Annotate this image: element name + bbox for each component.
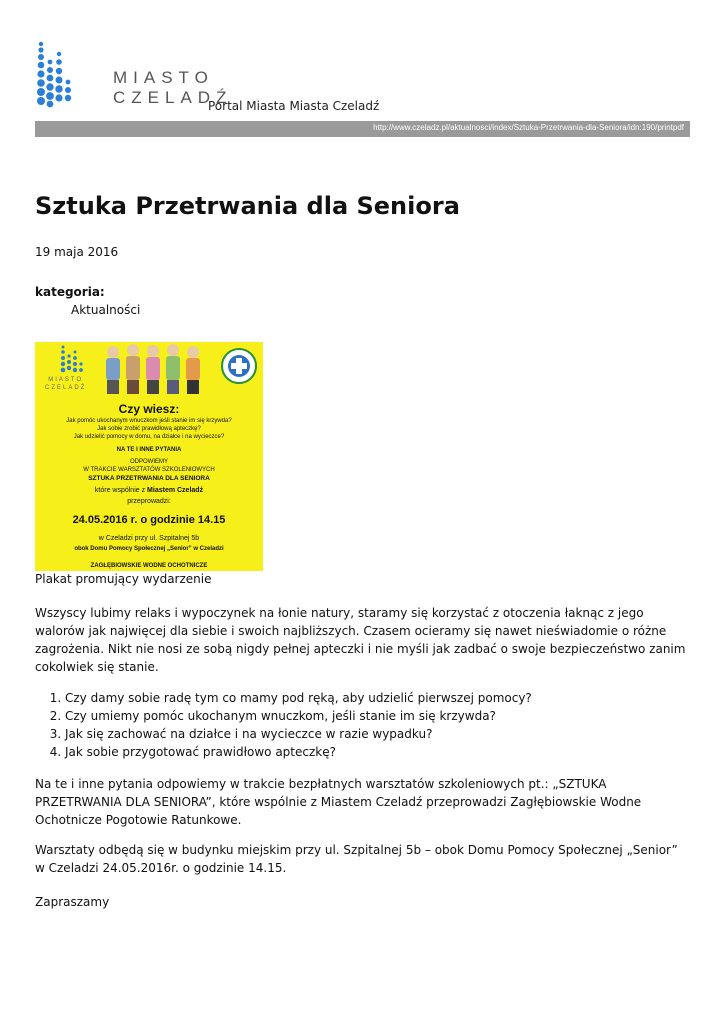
poster-line5b: Miastem Czeladź (147, 487, 204, 494)
event-poster[interactable] (35, 342, 263, 571)
category-value[interactable]: Aktualności (71, 303, 141, 317)
paragraph-intro: Wszyscy lubimy relaks i wypoczynek na łonie natury, staramy się korzystać z otoczenia łaknąc z jego walorów jak najwięcej dla siebie i swoich najbliższych. Czasem ocieramy się nawet nieświadomie o różne zagrożenia. Nikt nie nosi ze sobą nigdy pełnej apteczki i nie myśli jak zadbać o swoje bezpieczeństwo zanim cokolwiek się stanie. (35, 606, 686, 674)
image-caption: Plakat promujący wydarzenie (35, 572, 212, 586)
rescue-badge-icon (221, 348, 257, 384)
poster-place2: obok Domu Pomocy Społecznej „Senior” w Czeladzi (74, 546, 224, 552)
paragraph-location: Warsztaty odbędą się w budynku miejskim przy ul. Szpitalnej 5b – obok Domu Pomocy Społecznej „Senior” w Czeladzi 24.05.2016r. o godzinie 14.15. (35, 843, 678, 875)
poster-line4: SZTUKA PRZETRWANIA DLA SENIORA (88, 475, 210, 482)
poster-line6: przeprowadzi: (127, 498, 171, 505)
poster-line5 (35, 487, 263, 494)
poster-q1: Jak pomóc ukochanym wnuczkom jeśli stanie im się krzywda? (66, 418, 232, 424)
category-label: kategoria: (35, 285, 105, 299)
poster-logo-line1: MIASTO (48, 377, 84, 383)
list-item: 1. Czy damy sobie radę tym co mamy pod ręką, aby udzielić pierwszej pomocy? (65, 689, 685, 707)
page-title: Sztuka Przetrwania dla Seniora (35, 192, 460, 220)
seniors-illustration-icon (101, 342, 211, 396)
portal-title: Portal Miasta Miasta Czeladź (208, 99, 380, 113)
paragraph-workshop: Na te i inne pytania odpowiemy w trakcie bezpłatnych warsztatów szkoleniowych pt.: „SZTUKA PRZETRWANIA DLA SENIORA”, które wspólnie z Miastem Czeladź przeprowadzi Zagłębiowskie Wodne Ochotnicze Pogotowie Ratunkowe. (35, 777, 642, 827)
url-bar (35, 121, 690, 137)
list-item: 4. Jak sobie przygotować prawidłowo apteczkę? (65, 743, 685, 761)
poster-org: ZAGŁĘBIOWSKIE WODNE OCHOTNICZE (90, 563, 208, 569)
poster-line3: W TRAKCIE WARSZTATÓW SZKOLENIOWYCH (83, 467, 215, 473)
list-item: 3. Jak się zachować na działce i na wycieczce w razie wypadku? (65, 725, 685, 743)
poster-heading: Czy wiesz: (118, 402, 180, 416)
poster-place1: w Czeladzi przy ul. Szpitalnej 5b (98, 535, 200, 542)
poster-line5a: które wspólnie z (94, 487, 148, 494)
questions-list (35, 689, 685, 761)
poster-line1: NA TE I INNE PYTANIA (116, 447, 182, 453)
logo-line2: CZELADŹ (113, 88, 233, 107)
poster-q3: Jak udzielić pomocy w domu, na działce i na wycieczce? (73, 434, 225, 440)
poster-line2: ODPOWIEMY (129, 459, 168, 465)
logo-dots-icon (35, 40, 75, 110)
list-item: 2. Czy umiemy pomóc ukochanym wnuczkom, jeśli stanie im się krzywda? (65, 707, 685, 725)
page-url[interactable]: http://www.czeladz.pl/aktualnosci/index/Sztuka-Przetrwania-dla-Seniora/idn:190/printpdf (373, 123, 684, 132)
paragraph-invite: Zapraszamy (35, 895, 110, 909)
site-logo[interactable] (35, 40, 233, 110)
logo-line1: MIASTO (113, 68, 214, 87)
poster-logo-text (45, 376, 86, 392)
poster-logo-line2: CZELADŹ (45, 385, 87, 391)
poster-q2: Jak sobie zrobić prawidłową apteczkę? (97, 426, 201, 432)
article-date: 19 maja 2016 (35, 245, 119, 259)
poster-datetime: 24.05.2016 r. o godzinie 14.15 (72, 514, 226, 526)
poster-logo-icon (59, 344, 95, 374)
